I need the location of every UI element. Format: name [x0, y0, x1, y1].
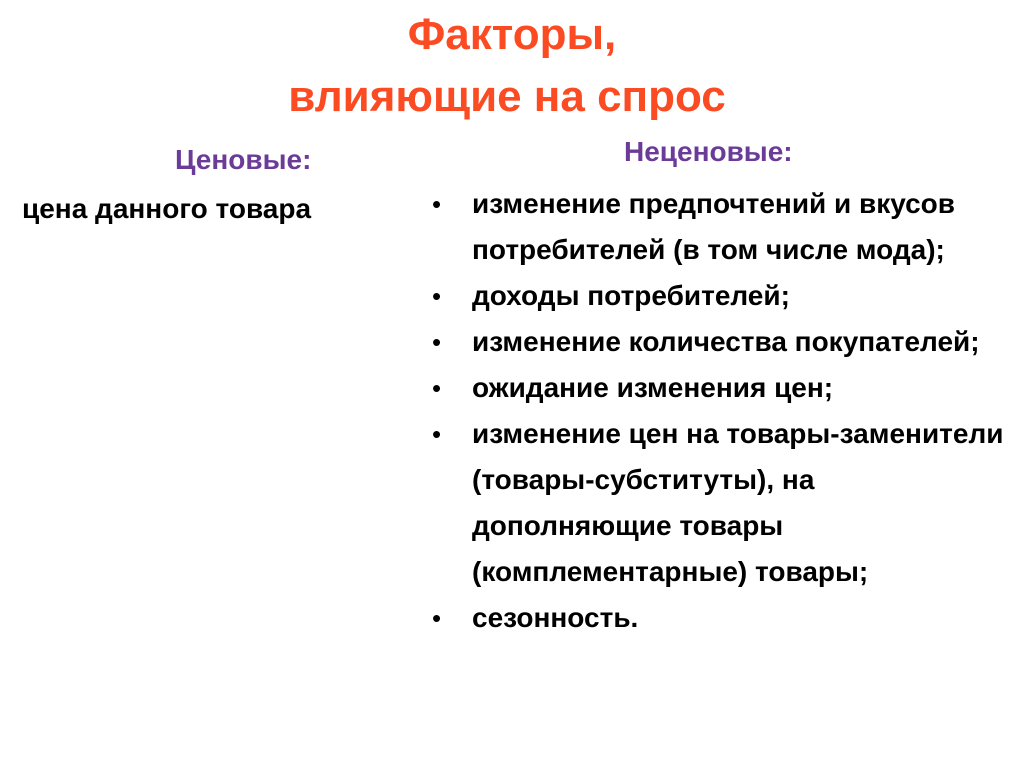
slide-title — [0, 0, 1024, 128]
list-item-text: ожидание изменения цен; — [472, 372, 834, 403]
nonprice-factors-heading: Неценовые: — [624, 136, 793, 167]
list-item — [432, 595, 1017, 641]
bullet-icon: • — [432, 373, 442, 403]
list-item-text: изменение цен на товары-заменители (товары-субституты), на дополняющие товары (комплементарные) товары; — [472, 418, 1004, 587]
bullet-icon: • — [432, 281, 442, 311]
bullet-icon: • — [432, 603, 442, 633]
price-factors-heading: Ценовые: — [175, 144, 312, 175]
list-item — [432, 319, 1017, 365]
list-item-text: сезонность. — [472, 602, 639, 633]
price-factors-text: цена данного товара — [22, 193, 312, 224]
bullet-icon: • — [432, 327, 442, 357]
list-item — [432, 181, 1017, 273]
list-item-text: изменение предпочтений и вкусов потребителей (в том числе мода); — [472, 188, 955, 265]
list-item-text: изменение количества покупателей; — [472, 326, 980, 357]
bullet-icon: • — [432, 189, 442, 219]
list-item — [432, 365, 1017, 411]
list-item — [432, 273, 1017, 319]
list-item — [432, 411, 1017, 595]
bullet-icon: • — [432, 419, 442, 449]
title-line-1: Факторы, — [407, 10, 617, 59]
title-line-2: влияющие на спрос — [288, 72, 726, 121]
list-item-text: доходы потребителей; — [472, 280, 790, 311]
nonprice-factors-list — [432, 181, 1017, 641]
